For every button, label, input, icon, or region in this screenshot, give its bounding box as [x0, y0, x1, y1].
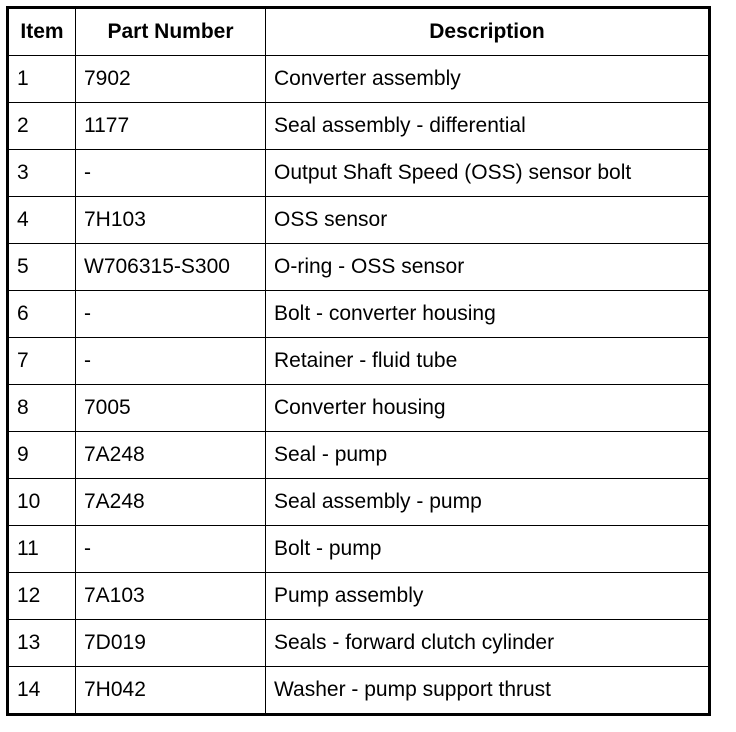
table-header-row [8, 8, 710, 56]
cell-description: Retainer - fluid tube [266, 338, 710, 385]
table-row [8, 667, 710, 715]
parts-table [6, 6, 711, 716]
table-row [8, 432, 710, 479]
cell-item: 4 [8, 197, 76, 244]
cell-part-number: 7005 [76, 385, 266, 432]
cell-item: 5 [8, 244, 76, 291]
cell-item: 9 [8, 432, 76, 479]
cell-part-number: 7A248 [76, 479, 266, 526]
cell-part-number: - [76, 526, 266, 573]
table-body [8, 56, 710, 715]
cell-item: 14 [8, 667, 76, 715]
cell-part-number: 7D019 [76, 620, 266, 667]
cell-item: 2 [8, 103, 76, 150]
header-description: Description [266, 8, 710, 56]
cell-description: Converter housing [266, 385, 710, 432]
table-row [8, 244, 710, 291]
table-row [8, 385, 710, 432]
cell-description: Output Shaft Speed (OSS) sensor bolt [266, 150, 710, 197]
cell-description: Seal assembly - pump [266, 479, 710, 526]
cell-part-number: 7H103 [76, 197, 266, 244]
table-row [8, 526, 710, 573]
cell-item: 8 [8, 385, 76, 432]
table-row [8, 103, 710, 150]
header-part-number: Part Number [76, 8, 266, 56]
cell-item: 11 [8, 526, 76, 573]
cell-description: Seal - pump [266, 432, 710, 479]
cell-part-number: - [76, 150, 266, 197]
table-row [8, 479, 710, 526]
table-row [8, 197, 710, 244]
cell-item: 10 [8, 479, 76, 526]
cell-item: 7 [8, 338, 76, 385]
cell-item: 6 [8, 291, 76, 338]
table-row [8, 150, 710, 197]
cell-item: 12 [8, 573, 76, 620]
table-row [8, 573, 710, 620]
cell-description: Washer - pump support thrust [266, 667, 710, 715]
cell-part-number: 7H042 [76, 667, 266, 715]
cell-part-number: 1177 [76, 103, 266, 150]
cell-item: 13 [8, 620, 76, 667]
cell-description: Pump assembly [266, 573, 710, 620]
cell-description: O-ring - OSS sensor [266, 244, 710, 291]
cell-description: OSS sensor [266, 197, 710, 244]
cell-description: Converter assembly [266, 56, 710, 103]
cell-description: Seals - forward clutch cylinder [266, 620, 710, 667]
cell-item: 1 [8, 56, 76, 103]
cell-description: Bolt - pump [266, 526, 710, 573]
cell-part-number: - [76, 291, 266, 338]
cell-part-number: 7902 [76, 56, 266, 103]
cell-description: Seal assembly - differential [266, 103, 710, 150]
header-item: Item [8, 8, 76, 56]
cell-part-number: 7A248 [76, 432, 266, 479]
cell-part-number: - [76, 338, 266, 385]
table-row [8, 291, 710, 338]
cell-part-number: W706315-S300 [76, 244, 266, 291]
cell-part-number: 7A103 [76, 573, 266, 620]
table-row [8, 56, 710, 103]
table-row [8, 338, 710, 385]
cell-item: 3 [8, 150, 76, 197]
cell-description: Bolt - converter housing [266, 291, 710, 338]
table-row [8, 620, 710, 667]
